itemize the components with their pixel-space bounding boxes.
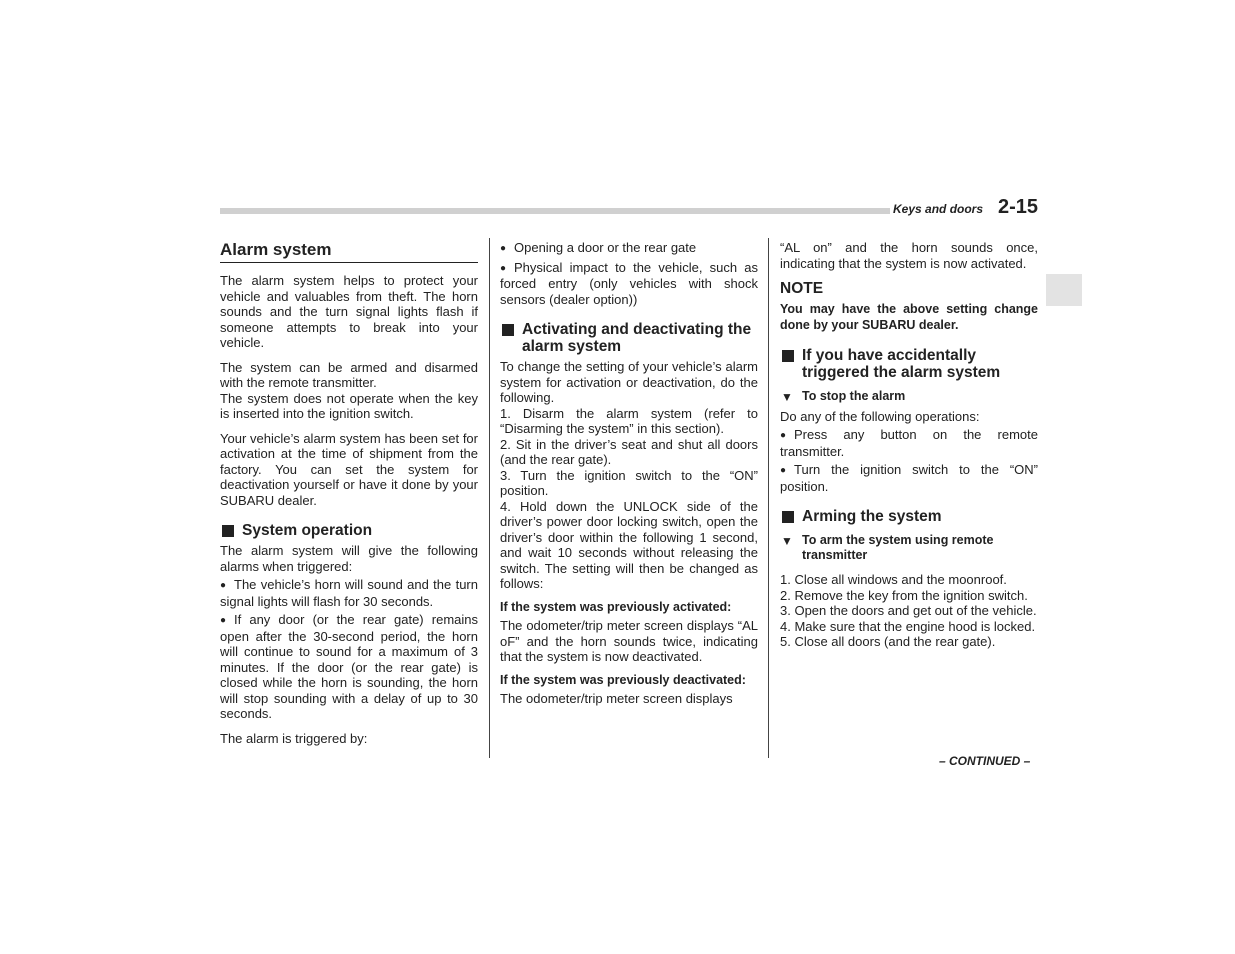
- header-section-title: Keys and doors: [893, 202, 984, 216]
- bullet-icon: ●: [780, 465, 787, 476]
- continued-marker: – CONTINUED –: [939, 754, 1031, 768]
- subheading: If the system was previously deactivated:: [500, 672, 746, 687]
- triangle-down-icon: ▼: [781, 389, 793, 404]
- paragraph: The alarm system helps to protect your vehicle and valuables from theft. The horn sounds and the turn signal lights flash if someone attempts to break into your vehicle.: [220, 273, 478, 350]
- bullet-item: ● Turn the ignition switch to the “ON” position.: [780, 462, 1038, 494]
- column-1: [220, 240, 478, 746]
- bullet-icon: ●: [220, 615, 227, 626]
- bullet-item: ● Press any button on the remote transmitter.: [780, 427, 1038, 459]
- step-item: 1. Close all windows and the moonroof.: [780, 572, 1007, 587]
- square-bullet-icon: [782, 350, 794, 362]
- paragraph: The system does not operate when the key is inserted into the ignition switch.: [220, 390, 478, 421]
- step-item: 2. Sit in the driver’s seat and shut all doors (and the rear gate).: [500, 436, 758, 467]
- step-item: 4. Hold down the UNLOCK side of the driver’s power door locking switch, open the driver’s door within the following 1 second, and wait 10 seconds without releasing the switch. The setting will then be changed as follows:: [500, 498, 758, 591]
- step-item: 5. Close all doors (and the rear gate).: [780, 634, 996, 649]
- bullet-item: ● Physical impact to the vehicle, such as forced entry (only vehicles with shock sensors (dealer option)): [500, 259, 758, 307]
- note-body: You may have the above setting change done by your SUBARU dealer.: [780, 301, 1038, 332]
- paragraph: The odometer/trip meter screen displays: [500, 691, 733, 706]
- bullet-icon: ●: [780, 430, 787, 441]
- column-divider: [768, 238, 769, 758]
- header-rule: [220, 208, 890, 214]
- subsection-title: System operation: [220, 522, 478, 539]
- bullet-icon: ●: [500, 262, 507, 274]
- column-2: [500, 240, 758, 707]
- paragraph: To change the setting of your vehicle’s alarm system for activation or deactivation, do the following.: [500, 359, 758, 405]
- page-number: 2-15: [998, 196, 1039, 218]
- step-item: 2. Remove the key from the ignition switch.: [780, 587, 1028, 603]
- subsection-title: Arming the system: [780, 508, 1038, 525]
- step-item: 3. Turn the ignition switch to the “ON” position.: [500, 467, 758, 498]
- paragraph: “AL on” and the horn sounds once, indicating that the system is now activated.: [780, 240, 1038, 271]
- section-title: Alarm system: [220, 240, 478, 263]
- column-3: [780, 240, 1038, 650]
- bullet-icon: ●: [500, 243, 507, 254]
- column-divider: [489, 238, 490, 758]
- bullet-item: ● Opening a door or the rear gate: [500, 240, 697, 255]
- paragraph: The odometer/trip meter screen displays “AL oF” and the horn sounds twice, indicating that the system is now deactivated.: [500, 618, 758, 664]
- square-bullet-icon: [502, 324, 514, 336]
- bullet-item: ● The vehicle’s horn will sound and the turn signal lights will flash for 30 seconds.: [220, 577, 478, 609]
- subsection-title: If you have accidentally triggered the alarm system: [780, 347, 1038, 381]
- thumb-index-tab: [1046, 274, 1082, 306]
- square-bullet-icon: [222, 525, 234, 537]
- bullet-icon: ●: [220, 580, 227, 591]
- triangle-down-icon: ▼: [781, 534, 793, 548]
- paragraph: Do any of the following operations:: [780, 408, 980, 424]
- step-item: 3. Open the doors and get out of the vehicle.: [780, 603, 1037, 618]
- square-bullet-icon: [782, 511, 794, 523]
- subsection-title: Activating and deactivating the alarm system: [500, 321, 758, 355]
- paragraph: Your vehicle’s alarm system has been set for activation at the time of shipment from the factory. You can set the system for deactivation yourself or have it done by your SUBARU dealer.: [220, 430, 478, 508]
- step-item: 4. Make sure that the engine hood is locked.: [780, 618, 1036, 634]
- step-item: 1. Disarm the alarm system (refer to “Disarming the system” in this section).: [500, 405, 758, 436]
- note-title: NOTE: [780, 280, 824, 297]
- paragraph: The alarm is triggered by:: [220, 730, 368, 746]
- procedure-title: ▼ To arm the system using remote transmitter: [781, 533, 994, 562]
- bullet-item: ● If any door (or the rear gate) remains open after the 30-second period, the horn will continue to sound for a maximum of 3 minutes. If the door (or the rear gate) is closed while the horn is sounding, the horn will stop sounding with a delay of up to 30 seconds.: [220, 612, 478, 721]
- procedure-title: ▼ To stop the alarm: [781, 388, 906, 404]
- subheading: If the system was previously activated:: [500, 599, 732, 614]
- paragraph: The system can be armed and disarmed with the remote transmitter.: [220, 359, 478, 390]
- paragraph: The alarm system will give the following alarms when triggered:: [220, 543, 478, 574]
